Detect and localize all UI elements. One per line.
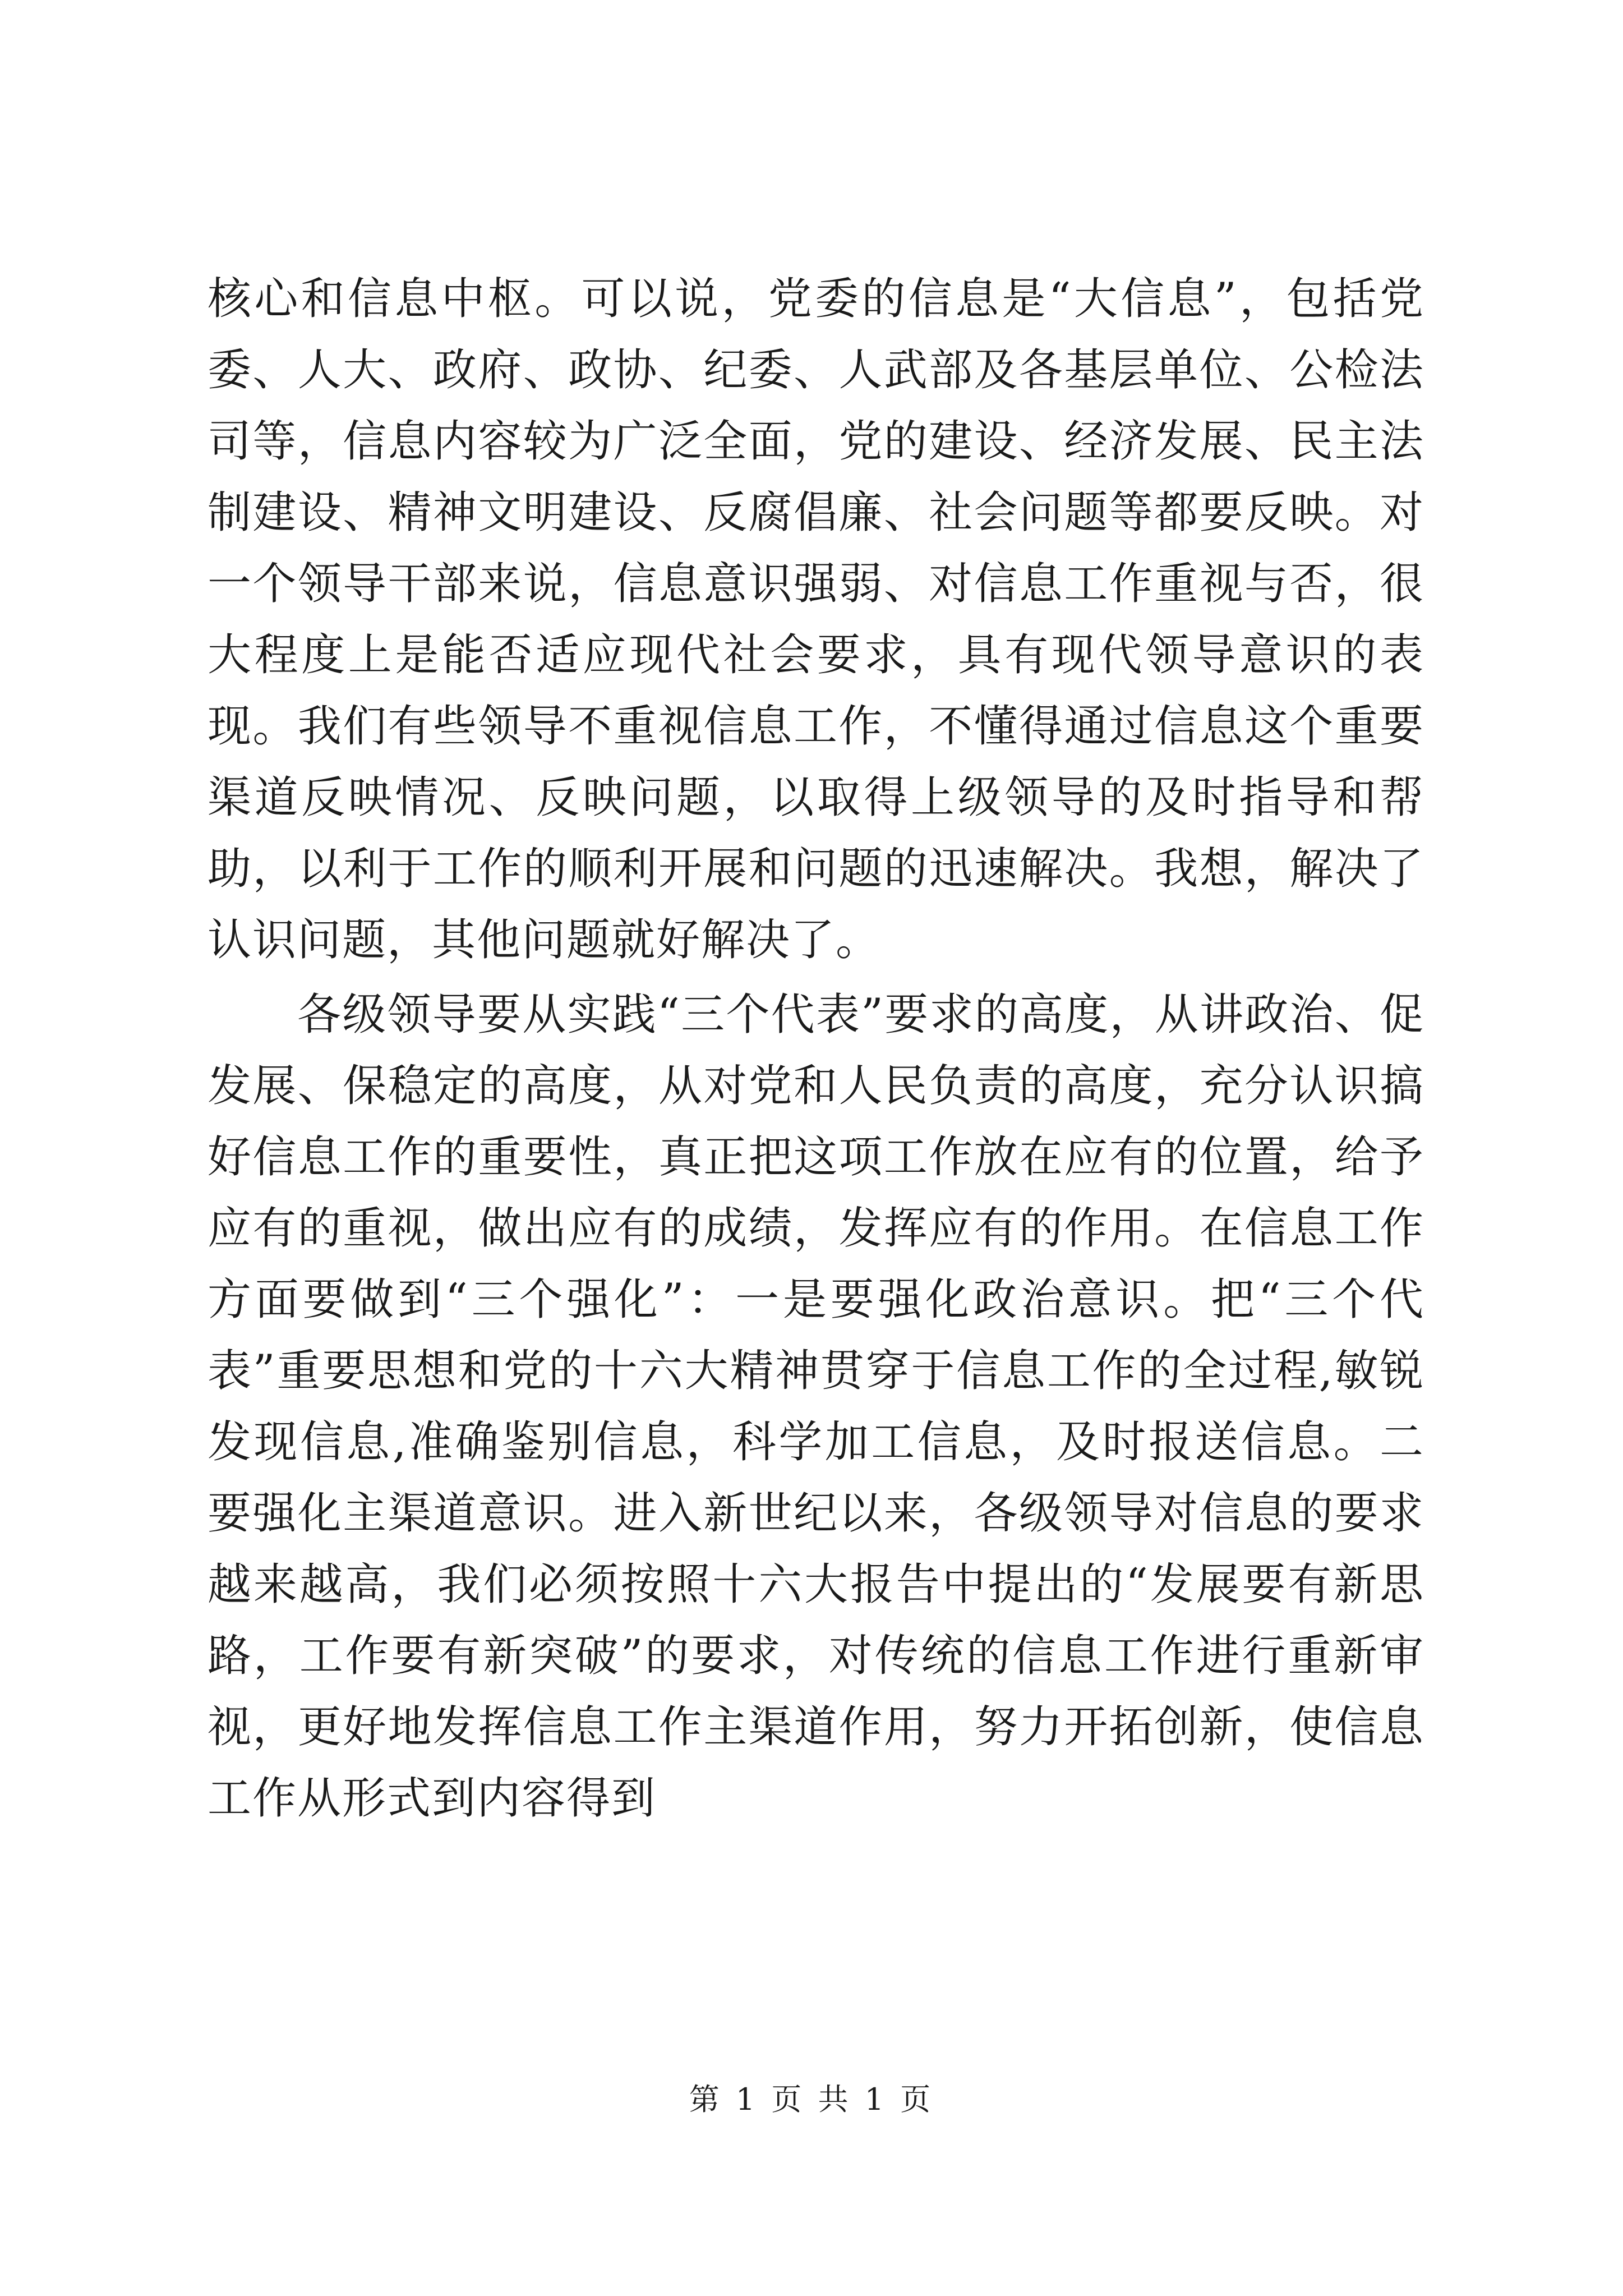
page-footer: 第 1 页 共 1 页 <box>689 2082 934 2117</box>
document-body <box>208 264 1424 1838</box>
paragraph-1: 核心和信息中枢。可以说，党委的信息是“大信息”，包括党委、人大、政府、政协、纪委、人武部及各基层单位、公检法司等，信息内容较为广泛全面，党的建设、经济发展、民主法制建设、精神文明建设、反腐倡廉、社会问题等都要反映。对一个领导干部来说，信息意识强弱、对信息工作重视与否，很大程度上是能否适应现代社会要求，具有现代领导意识的表现。我们有些领导不重视信息工作，不懂得通过信息这个重要渠道反映情况、反映问题，以取得上级领导的及时指导和帮助，以利于工作的顺利开展和问题的迅速解决。我想，解决了认识问题，其他问题就好解决了。 <box>208 274 1424 965</box>
paragraph-2: 各级领导要从实践“三个代表”要求的高度，从讲政治、促发展、保稳定的高度，从对党和人民负责的高度，充分认识搞好信息工作的重要性，真正把这项工作放在应有的位置，给予应有的重视，做出应有的成绩，发挥应有的作用。在信息工作方面要做到“三个强化”：一是要强化政治意识。把“三个代表”重要思想和党的十六大精神贯穿于信息工作的全过程,敏锐发现信息,准确鉴别信息，科学加工信息，及时报送信息。二要强化主渠道意识。进入新世纪以来，各级领导对信息的要求越来越高，我们必须按照十六大报告中提出的“发展要有新思路，工作要有新突破”的要求，对传统的信息工作进行重新审视，更好地发挥信息工作主渠道作用，努力开拓创新，使信息工作从形式到内容得到 <box>208 990 1424 1824</box>
